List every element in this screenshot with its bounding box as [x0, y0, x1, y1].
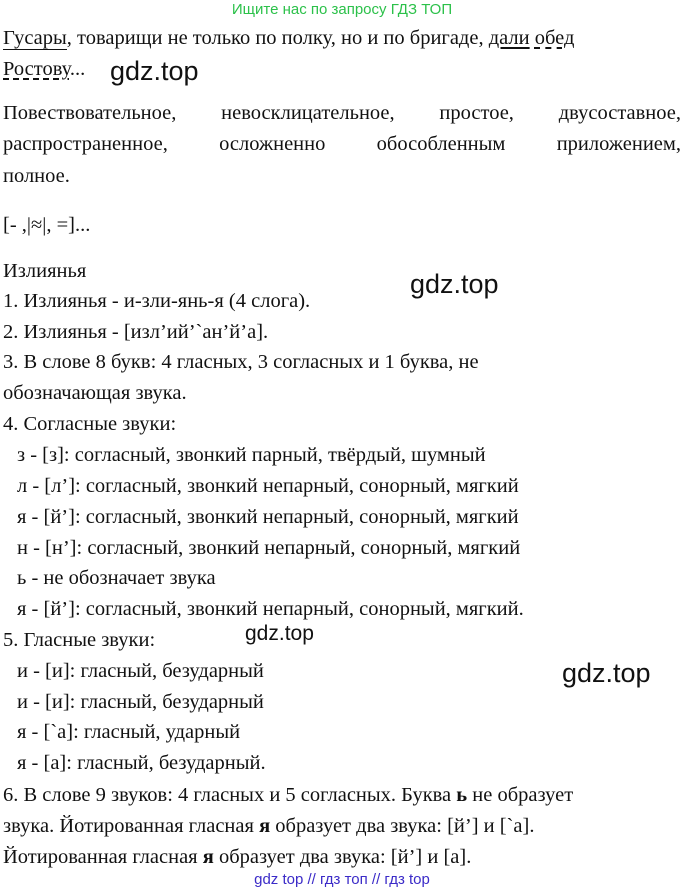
consonant-item: з - [з]: согласный, звонкий парный, твёрдый, шумный [17, 444, 486, 466]
sentence-line-1 [3, 26, 574, 50]
indirect-object-word: Ростову [3, 58, 70, 80]
analysis-point-5: 5. Гласные звуки: [3, 629, 156, 651]
characteristics-line-2: распространенное, осложненно обособленным приложением, [3, 133, 681, 155]
sentence-apposition: , товарищи не только по полку, но и по бригаде, [66, 27, 489, 49]
consonant-item: ь - не обозначает звука [17, 567, 216, 589]
analysis-word: Излиянья [3, 260, 87, 282]
analysis-point-4: 4. Согласные звуки: [3, 413, 177, 435]
consonant-item: л - [л’]: согласный, звонкий непарный, сонорный, мягкий [17, 475, 519, 497]
consonant-item: я - [й’]: согласный, звонкий непарный, сонорный, мягкий. [17, 598, 524, 620]
subject-word: Гусары [3, 27, 67, 49]
analysis-point-2: 2. Излиянья - [изл’ий’`ан’й’а]. [3, 321, 269, 343]
analysis-point-6: 6. В слове 9 звуков: 4 гласных и 5 согласных. Буква ь не образует [3, 784, 574, 806]
analysis-point-6-cont: звука. Йотированная гласная я образует два звука: [й’] и [`а]. [3, 815, 535, 837]
analysis-point-3: 3. В слове 8 букв: 4 гласных, 3 согласных и 1 буква, не [3, 351, 479, 373]
watermark: gdz.top [245, 622, 314, 645]
vowel-item: и - [и]: гласный, безударный [17, 660, 264, 682]
watermark: gdz.top [562, 658, 651, 688]
consonant-item: н - [н’]: согласный, звонкий непарный, сонорный, мягкий [17, 537, 521, 559]
analysis-point-1: 1. Излиянья - и-зли-янь-я (4 слога). [3, 290, 311, 312]
vowel-item: я - [а]: гласный, безударный. [17, 752, 266, 774]
object-word: обед [534, 27, 575, 49]
sentence-line-2: Ростову... [3, 58, 86, 80]
bottom-banner: gdz top // гдз топ // гдз top [254, 871, 430, 888]
vowel-item: я - [`а]: гласный, ударный [17, 721, 241, 743]
watermark: gdz.top [410, 269, 499, 299]
top-banner: Ищите нас по запросу ГДЗ ТОП [231, 1, 453, 18]
characteristics-line-3: полное. [3, 165, 70, 187]
predicate-word: дали [488, 27, 530, 49]
vowel-item: и - [и]: гласный, безударный [17, 691, 264, 713]
consonant-item: я - [й’]: согласный, звонкий непарный, сонорный, мягкий [17, 506, 519, 528]
characteristics-line-1: Повествовательное, невосклицательное, простое, двусоставное, [3, 102, 681, 124]
watermark: gdz.top [110, 56, 199, 86]
analysis-point-6-cont: Йотированная гласная я образует два звука: [й’] и [а]. [3, 846, 472, 868]
analysis-point-3-cont: обозначающая звука. [3, 382, 187, 404]
sentence-scheme: [- ,|≈|, =]... [3, 214, 91, 236]
